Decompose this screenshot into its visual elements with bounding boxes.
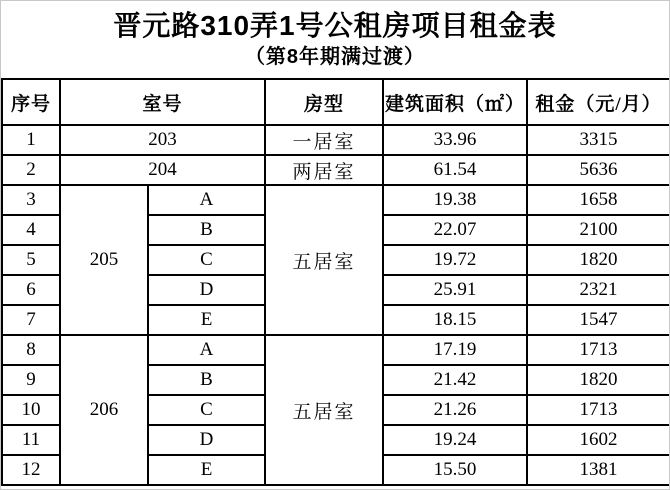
- cell-area: 22.07: [383, 215, 527, 245]
- cell-rent: 1381: [527, 455, 670, 485]
- table-row: [2, 155, 670, 185]
- cell-rent: 1713: [527, 335, 670, 365]
- cell-rent: 1547: [527, 305, 670, 335]
- cell-unit: A: [148, 185, 265, 215]
- cell-no: 4: [2, 215, 60, 245]
- cell-no: 10: [2, 395, 60, 425]
- cell-unit: D: [148, 275, 265, 305]
- cell-unit: A: [148, 335, 265, 365]
- cell-rent: 1658: [527, 185, 670, 215]
- cell-area: 18.15: [383, 305, 527, 335]
- cell-room-group: 205: [60, 185, 148, 335]
- cell-area: 61.54: [383, 155, 527, 185]
- page-subtitle: （第8年期满过渡）: [244, 46, 426, 68]
- table-row: [2, 185, 670, 215]
- cell-area: 21.26: [383, 395, 527, 425]
- cell-rent: 1820: [527, 365, 670, 395]
- cell-type: 一居室: [265, 125, 383, 155]
- header-serial: 序号: [2, 79, 60, 125]
- cell-rent: 1820: [527, 245, 670, 275]
- cell-no: 9: [2, 365, 60, 395]
- table-row: [2, 125, 670, 155]
- cell-type: 两居室: [265, 155, 383, 185]
- cell-rent: 3315: [527, 125, 670, 155]
- cell-area: 19.24: [383, 425, 527, 455]
- cell-area: 21.42: [383, 365, 527, 395]
- header-type: 房型: [265, 79, 383, 125]
- cell-rent: 2321: [527, 275, 670, 305]
- header-area: 建筑面积（㎡）: [383, 79, 527, 125]
- cell-type-group: 五居室: [265, 185, 383, 335]
- cell-unit: B: [148, 365, 265, 395]
- cell-room: 203: [60, 125, 265, 155]
- cell-unit: C: [148, 395, 265, 425]
- cell-no: 6: [2, 275, 60, 305]
- cell-no: 8: [2, 335, 60, 365]
- cell-room-group: 206: [60, 335, 148, 485]
- cell-room: 204: [60, 155, 265, 185]
- cell-type-group: 五居室: [265, 335, 383, 485]
- header-row: [2, 79, 670, 125]
- cell-no: 3: [2, 185, 60, 215]
- cell-unit: B: [148, 215, 265, 245]
- cell-rent: 5636: [527, 155, 670, 185]
- cell-no: 7: [2, 305, 60, 335]
- cell-rent: 2100: [527, 215, 670, 245]
- title-block: [1, 1, 669, 78]
- cell-unit: E: [148, 305, 265, 335]
- cell-area: 33.96: [383, 125, 527, 155]
- cell-area: 15.50: [383, 455, 527, 485]
- cell-area: 19.38: [383, 185, 527, 215]
- cell-no: 2: [2, 155, 60, 185]
- cell-unit: E: [148, 455, 265, 485]
- cell-no: 11: [2, 425, 60, 455]
- cell-area: 17.19: [383, 335, 527, 365]
- cell-no: 5: [2, 245, 60, 275]
- header-room: 室号: [60, 79, 265, 125]
- table-row: [2, 335, 670, 365]
- cell-rent: 1602: [527, 425, 670, 455]
- header-rent: 租金（元/月）: [527, 79, 670, 125]
- cell-area: 25.91: [383, 275, 527, 305]
- cell-no: 1: [2, 125, 60, 155]
- cell-area: 19.72: [383, 245, 527, 275]
- page-title: 晋元路310弄1号公租房项目租金表: [113, 10, 557, 41]
- rent-table: [1, 78, 670, 486]
- cell-unit: D: [148, 425, 265, 455]
- cell-no: 12: [2, 455, 60, 485]
- cell-unit: C: [148, 245, 265, 275]
- cell-rent: 1713: [527, 395, 670, 425]
